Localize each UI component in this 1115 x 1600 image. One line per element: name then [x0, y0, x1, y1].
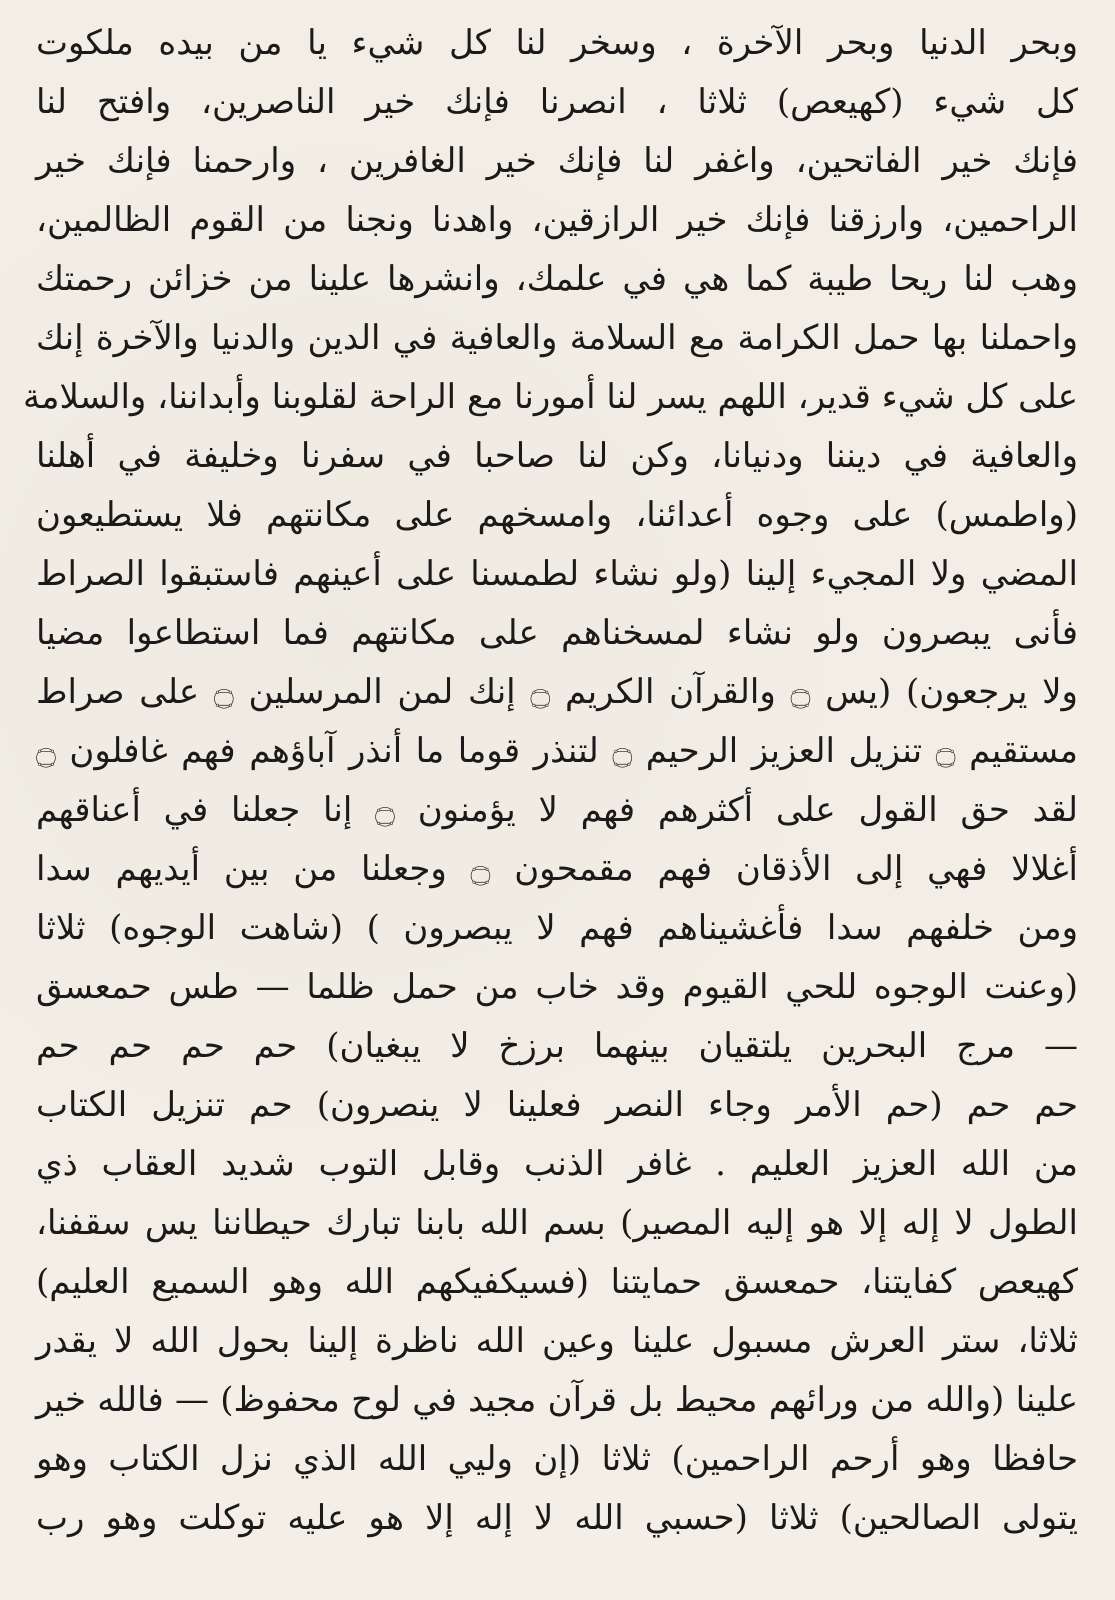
- text-line: والعافية في ديننا ودنيانا، وكن لنا صاحبا في سفرنا وخليفة في أهلنا: [36, 436, 1078, 476]
- text-line: مستقيم ۝ تنزيل العزيز الرحيم ۝ لتنذر قوما ما أنذر آباؤهم فهم غافلون ۝: [36, 731, 1078, 771]
- text-line: كهيعص كفايتنا، حمعسق حمايتنا (فسيكفيكهم الله وهو السميع العليم): [36, 1262, 1078, 1302]
- text-line: على كل شيء قدير، اللهم يسر لنا أمورنا مع الراحة لقلوبنا وأبداننا، والسلامة: [23, 377, 1078, 417]
- text-line: ثلاثا، ستر العرش مسبول علينا وعين الله ناظرة إلينا بحول الله لا يقدر: [36, 1321, 1078, 1361]
- text-line: من الله العزيز العليم . غافر الذنب وقابل التوب شديد العقاب ذي: [36, 1144, 1078, 1184]
- text-line: فإنك خير الفاتحين، واغفر لنا فإنك خير الغافرين ، وارحمنا فإنك خير: [36, 141, 1078, 181]
- text-line: واحملنا بها حمل الكرامة مع السلامة والعافية في الدين والدنيا والآخرة إنك: [36, 318, 1078, 358]
- text-line: يتولى الصالحين) ثلاثا (حسبي الله لا إله إلا هو عليه توكلت وهو رب: [36, 1498, 1078, 1538]
- text-line: فأنى يبصرون ولو نشاء لمسخناهم على مكانتهم فما استطاعوا مضيا: [36, 613, 1078, 653]
- text-line: المضي ولا المجيء إلينا (ولو نشاء لطمسنا على أعينهم فاستبقوا الصراط: [36, 554, 1078, 594]
- text-line: الراحمين، وارزقنا فإنك خير الرازقين، واهدنا ونجنا من القوم الظالمين،: [36, 200, 1078, 240]
- text-line: علينا (والله من ورائهم محيط بل قرآن مجيد في لوح محفوظ) — فالله خير: [36, 1380, 1078, 1420]
- text-line: الطول لا إله إلا هو إليه المصير) بسم الله بابنا تبارك حيطاننا يس سقفنا،: [36, 1203, 1078, 1243]
- text-line: وهب لنا ريحا طيبة كما هي في علمك، وانشرها علينا من خزائن رحمتك: [36, 259, 1078, 299]
- text-line: (وعنت الوجوه للحي القيوم وقد خاب من حمل ظلما — طس حمعسق: [36, 967, 1078, 1007]
- text-line: حم حم (حم الأمر وجاء النصر فعلينا لا ينصرون) حم تنزيل الكتاب: [36, 1085, 1078, 1125]
- text-line: لقد حق القول على أكثرهم فهم لا يؤمنون ۝ إنا جعلنا في أعناقهم: [36, 790, 1078, 830]
- text-line: كل شيء (كهيعص) ثلاثا ، انصرنا فإنك خير الناصرين، وافتح لنا: [36, 82, 1078, 122]
- text-line: حافظا وهو أرحم الراحمين) ثلاثا (إن وليي الله الذي نزل الكتاب وهو: [36, 1439, 1078, 1479]
- text-line: (واطمس) على وجوه أعدائنا، وامسخهم على مكانتهم فلا يستطيعون: [36, 495, 1078, 535]
- text-line: — مرج البحرين يلتقيان بينهما برزخ لا يبغيان) حم حم حم حم: [36, 1026, 1078, 1066]
- text-line: ومن خلفهم سدا فأغشيناهم فهم لا يبصرون ) (شاهت الوجوه) ثلاثا: [36, 908, 1078, 948]
- text-line: أغلالا فهي إلى الأذقان فهم مقمحون ۝ وجعلنا من بين أيديهم سدا: [36, 849, 1078, 889]
- document-page: [23, 14, 1078, 1548]
- text-line: ولا يرجعون) (يس ۝ والقرآن الكريم ۝ إنك لمن المرسلين ۝ على صراط: [36, 672, 1078, 712]
- text-line: وبحر الدنيا وبحر الآخرة ، وسخر لنا كل شيء يا من بيده ملكوت: [36, 23, 1078, 63]
